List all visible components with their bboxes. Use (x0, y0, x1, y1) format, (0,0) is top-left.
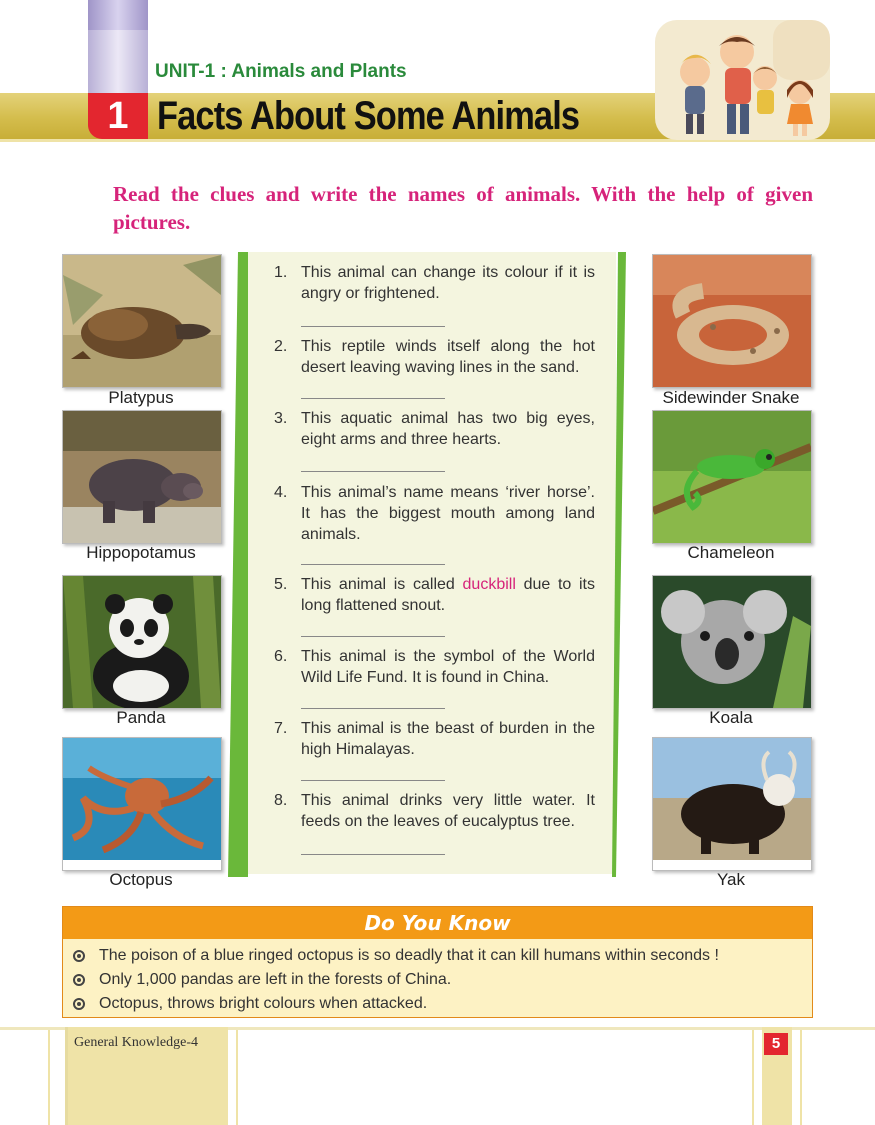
answer-blank[interactable] (301, 780, 445, 781)
bullet-icon (73, 974, 85, 986)
clue-text: This animal can change its colour if it is angry or frightened. (301, 264, 595, 302)
do-you-know-box (62, 906, 813, 1018)
clue-number: 8. (274, 792, 288, 809)
animal-caption-panda: Panda (116, 708, 166, 727)
snake-photo (652, 254, 812, 388)
chameleon-photo (652, 410, 812, 544)
answer-blank[interactable] (301, 326, 445, 327)
clue-number: 7. (274, 720, 288, 737)
octopus-photo (62, 737, 222, 871)
clue-text: This aquatic animal has two big eyes, eight arms and three hearts. (301, 410, 595, 448)
yak-photo (652, 737, 812, 871)
green-divider-stripe (228, 252, 250, 877)
unit-title: UNIT-1 : Animals and Plants (155, 61, 407, 82)
clue-number: 5. (274, 576, 288, 593)
footer-divider (800, 1030, 802, 1125)
answer-blank[interactable] (301, 708, 445, 709)
clue-number: 3. (274, 410, 288, 427)
animal-caption-hippopotamus: Hippopotamus (86, 543, 196, 562)
clue-text: This animal is called duckbill due to its long flattened snout. (301, 576, 596, 614)
clue-text: This animal is the symbol of the World Wild Life Fund. It is found in China. (301, 648, 595, 686)
chapter-title: Facts About Some Animals (157, 94, 580, 138)
koala-photo (652, 575, 812, 709)
footer-divider (752, 1030, 754, 1125)
highlighted-word: duckbill (462, 576, 516, 593)
green-divider-stripe-right (612, 252, 626, 877)
clue-text: This animal drinks very little water. It feeds on the leaves of eucalyptus tree. (301, 792, 595, 830)
clue-text: This reptile winds itself along the hot desert leaving waving lines in the sand. (301, 338, 595, 376)
answer-blank[interactable] (301, 854, 445, 855)
footer-divider (236, 1030, 238, 1125)
hippopotamus-photo (62, 410, 222, 544)
clue-number: 2. (274, 338, 288, 355)
instruction-text: Read the clues and write the names of animals. With the help of given pictures. (113, 182, 813, 234)
clue-text: This animal’s name means ‘river horse’. It has the biggest mouth among land animals. (301, 484, 595, 543)
clue-text: This animal is the beast of burden in the high Himalayas. (301, 720, 595, 758)
animal-caption-sidewinder-snake: Sidewinder Snake (662, 388, 800, 407)
animal-caption-platypus: Platypus (108, 388, 174, 407)
answer-blank[interactable] (301, 398, 445, 399)
panda-photo (62, 575, 222, 709)
clue-number: 1. (274, 264, 288, 281)
answer-blank[interactable] (301, 564, 445, 565)
clue-number: 4. (274, 484, 288, 501)
do-you-know-title: Do You Know (63, 907, 812, 939)
header-tab-top (88, 0, 148, 30)
cartoon-kids-illustration (655, 20, 830, 140)
chapter-number: 1 (88, 93, 148, 139)
book-title: General Knowledge-4 (74, 1035, 199, 1050)
fact-text: The poison of a blue ringed octopus is so deadly that it can kill humans within seconds ! (99, 947, 719, 964)
answer-blank[interactable] (301, 471, 445, 472)
platypus-photo (62, 254, 222, 388)
animal-caption-koala: Koala (709, 708, 753, 727)
bullet-icon (73, 950, 85, 962)
page-number: 5 (764, 1033, 788, 1055)
footer-divider (48, 1030, 50, 1125)
animal-caption-chameleon: Chameleon (687, 543, 775, 562)
answer-blank[interactable] (301, 636, 445, 637)
clue-number: 6. (274, 648, 288, 665)
fact-text: Octopus, throws bright colours when attacked. (99, 995, 428, 1012)
animal-caption-octopus: Octopus (109, 870, 173, 889)
bullet-icon (73, 998, 85, 1010)
fact-text: Only 1,000 pandas are left in the forests of China. (99, 971, 452, 988)
animal-caption-yak: Yak (716, 870, 746, 889)
